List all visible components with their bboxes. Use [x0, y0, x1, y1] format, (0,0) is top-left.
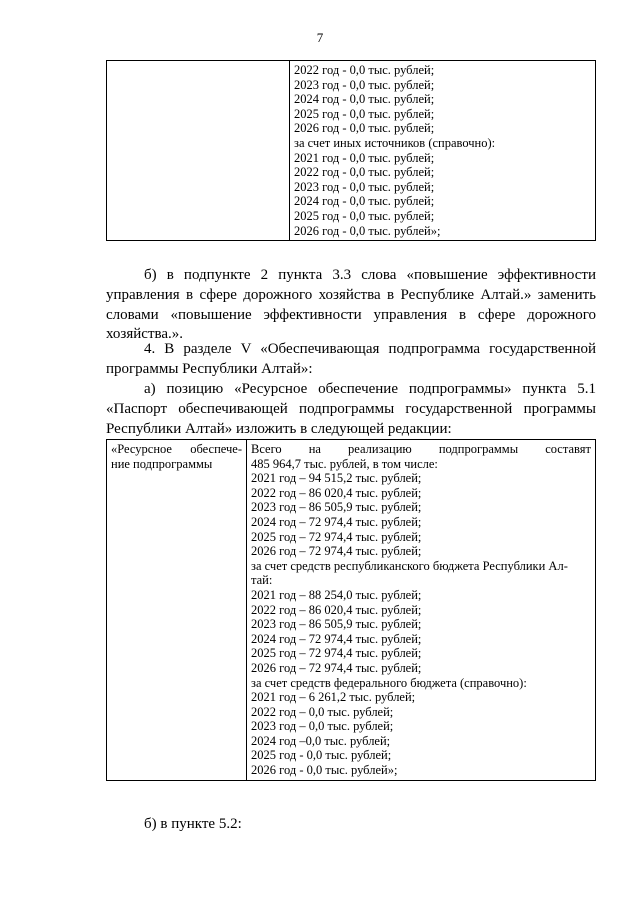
table1-line: за счет иных источников (справочно):	[294, 135, 496, 150]
table2-line: 2026 год – 72 974,4 тыс. рублей;	[251, 544, 422, 559]
paragraph-b-subitem: б) в подпункте 2 пункта 3.3 слова «повышение эффективности управления в сфере дорожного хозяйства в Республике Алтай.» заменить словами «повышение эффективности управления в сфере дорожного хозяйства.».	[106, 267, 596, 343]
table2-left-cell: «Ресурсное обеспече-ние подпрограммы	[107, 440, 247, 781]
table1-line: 2024 год - 0,0 тыс. рублей;	[294, 92, 435, 107]
paragraph-section-v: 4. В разделе V «Обеспечивающая подпрограмма государственной программы Республики Алтай»:	[106, 341, 596, 377]
table1-lines	[294, 63, 591, 238]
table1-line: 2024 год - 0,0 тыс. рублей;	[294, 194, 435, 209]
table2-line: 2025 год – 72 974,4 тыс. рублей;	[251, 646, 422, 661]
table2-line: за счет средств республиканского бюджета Республики Ал-	[251, 558, 568, 573]
table2-lines	[251, 442, 591, 778]
first-line-word: на	[308, 442, 321, 456]
resource-provision-table	[106, 439, 596, 781]
table2-first-line	[251, 442, 591, 457]
table2-line: 2021 год – 6 261,2 тыс. рублей;	[251, 690, 416, 705]
table2-line: 2022 год – 0,0 тыс. рублей;	[251, 704, 394, 719]
table1-line: 2022 год - 0,0 тыс. рублей;	[294, 165, 435, 180]
table2-line: 2021 год – 94 515,2 тыс. рублей;	[251, 471, 422, 486]
table1-line: 2026 год - 0,0 тыс. рублей»;	[294, 223, 441, 238]
table2-line: 485 964,7 тыс. рублей, в том числе:	[251, 456, 438, 471]
table2-line: 2026 год - 0,0 тыс. рублей»;	[251, 763, 398, 778]
table1-line: 2022 год - 0,0 тыс. рублей;	[294, 63, 435, 77]
table2-line: 2024 год – 72 974,4 тыс. рублей;	[251, 514, 422, 529]
table2-line: 2021 год – 88 254,0 тыс. рублей;	[251, 587, 422, 602]
table2-line: 2022 год – 86 020,4 тыс. рублей;	[251, 602, 422, 617]
table2-line: 2022 год – 86 020,4 тыс. рублей;	[251, 485, 422, 500]
table2-line: за счет средств федерального бюджета (справочно):	[251, 675, 527, 690]
table2-line: 2024 год –0,0 тыс. рублей;	[251, 733, 391, 748]
table2-line: 2025 год - 0,0 тыс. рублей;	[251, 748, 392, 763]
table2-right-cell	[247, 440, 596, 781]
table1-line: 2021 год - 0,0 тыс. рублей;	[294, 150, 435, 165]
paragraph-a-position: а) позицию «Ресурсное обеспечение подпрограммы» пункта 5.1 «Паспорт обеспечивающей подпрограммы государственной программы Республики Алтай» изложить в следующей редакции:	[106, 381, 596, 437]
first-line-word: реализацию	[348, 442, 412, 456]
table2-line: 2023 год – 0,0 тыс. рублей;	[251, 719, 394, 734]
table1-line: 2026 год - 0,0 тыс. рублей;	[294, 121, 435, 136]
table2-line: тай:	[251, 573, 273, 588]
funding-table-continuation	[106, 60, 596, 241]
paragraph-b-point-5-2: б) в пункте 5.2:	[144, 816, 242, 832]
table2-line: 2024 год – 72 974,4 тыс. рублей;	[251, 631, 422, 646]
table2-line: 2023 год – 86 505,9 тыс. рублей;	[251, 617, 422, 632]
table2-line: 2025 год – 72 974,4 тыс. рублей;	[251, 529, 422, 544]
first-line-word: составят	[545, 442, 591, 456]
table1-line: 2025 год - 0,0 тыс. рублей;	[294, 208, 435, 223]
table1-line: 2025 год - 0,0 тыс. рублей;	[294, 106, 435, 121]
table2-line: 2023 год – 86 505,9 тыс. рублей;	[251, 500, 422, 515]
first-line-word: подпрограммы	[438, 442, 519, 456]
table1-line: 2023 год - 0,0 тыс. рублей;	[294, 179, 435, 194]
page-number: 7	[316, 30, 324, 45]
first-line-word: Всего	[251, 442, 282, 456]
table1-right-cell	[290, 61, 596, 241]
table1-left-cell	[107, 61, 290, 241]
table2-line: 2026 год – 72 974,4 тыс. рублей;	[251, 660, 422, 675]
table1-line: 2023 год - 0,0 тыс. рублей;	[294, 77, 435, 92]
